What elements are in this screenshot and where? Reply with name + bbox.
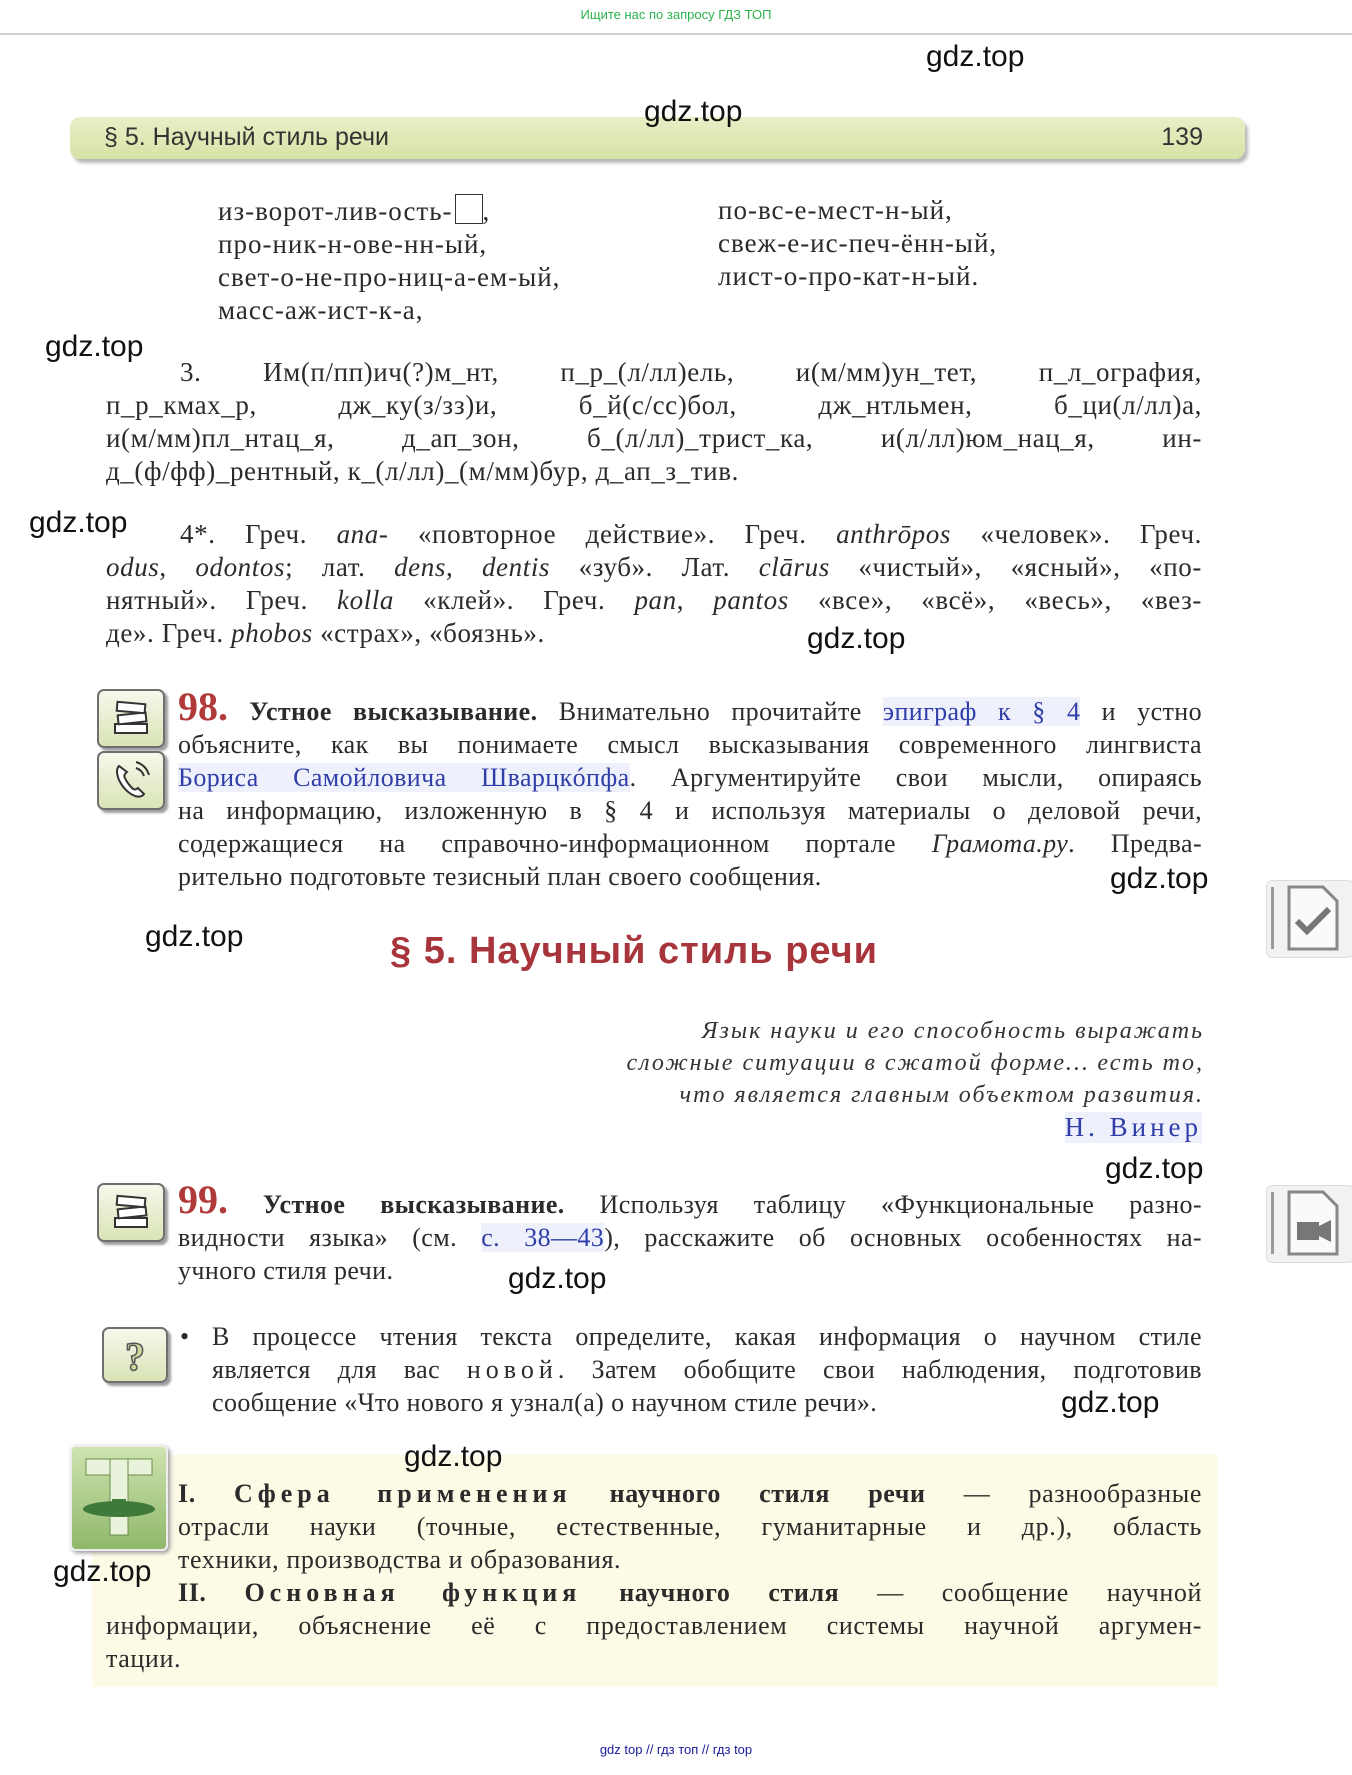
exercise-98 bbox=[178, 684, 1203, 893]
question-block bbox=[178, 1320, 1202, 1419]
pages-link[interactable]: с. 38—43 bbox=[481, 1223, 605, 1252]
word-item: из-ворот-лив-ость- , bbox=[218, 196, 491, 226]
task-4-line: нятный». Греч. kolla «клей». Греч. pan, pantos «все», «всё», «весь», «вез- bbox=[106, 585, 1202, 615]
watermark: gdz.top bbox=[807, 622, 906, 655]
svg-text:?: ? bbox=[125, 1336, 145, 1376]
books-icon bbox=[97, 689, 165, 748]
question-icon bbox=[102, 1327, 168, 1383]
task-4-line: 4*. Греч. ana- «повторное действие». Греч. anthrōpos «человек». Греч. bbox=[180, 519, 1202, 549]
epigraph-line: сложные ситуации в сжатой форме… есть то, bbox=[626, 1050, 1204, 1076]
theory-line: II. Основная функция научного стиля — сообщение научной bbox=[178, 1578, 1202, 1607]
banner-text: Ищите нас по запросу ГДЗ ТОП bbox=[580, 7, 772, 22]
exercise-98-line: 98. Устное высказывание. Внимательно прочитайте эпиграф к § 4 и устно bbox=[178, 684, 1203, 729]
word-item: свет-о-не-про-ниц-а-ем-ый, bbox=[218, 262, 561, 292]
watermark: gdz.top bbox=[53, 1555, 152, 1588]
watermark: gdz.top bbox=[644, 95, 743, 128]
footer-text: gdz top // гдз топ // гдз top bbox=[599, 1742, 753, 1757]
question-line: является для вас новой. Затем обобщите свои наблюдения, подготовив bbox=[212, 1355, 1202, 1384]
watermark: gdz.top bbox=[29, 506, 128, 539]
author-link[interactable]: Бориса Самойловича Шварцкóпфа bbox=[178, 763, 630, 792]
section-title: § 5. Научный стиль речи bbox=[390, 930, 879, 972]
watermark: gdz.top bbox=[1105, 1152, 1204, 1185]
word-item: лист-о-про-кат-н-ый. bbox=[718, 261, 980, 291]
watermark: gdz.top bbox=[1110, 862, 1209, 895]
exercise-98-line: объясните, как вы понимаете смысл высказывания современного лингвиста bbox=[178, 730, 1202, 759]
theory-line: техники, производства и образования. bbox=[178, 1545, 622, 1574]
theory-line: информации, объяснение её с предоставлением системы научной аргумен- bbox=[106, 1611, 1202, 1640]
bullet: • bbox=[180, 1322, 190, 1351]
word-item: масс-аж-ист-к-а, bbox=[218, 295, 424, 325]
watermark: gdz.top bbox=[508, 1262, 607, 1295]
exercise-99-line: 99. Устное высказывание. Используя таблицу «Функциональные разно- bbox=[178, 1177, 1202, 1222]
exercise-number: 98. bbox=[178, 684, 228, 729]
question-line: сообщение «Что нового я узнал(а) о научном стиле речи». bbox=[212, 1388, 878, 1417]
task-4 bbox=[106, 518, 1202, 650]
epigraph bbox=[524, 1015, 1204, 1111]
task-3-line: и(м/мм)пл_нтац_я, д_ап_зон, б_(л/лл)_трист_ка, и(л/лл)юм_нац_я, ин- bbox=[106, 423, 1202, 453]
theory-text bbox=[106, 1477, 1202, 1675]
exercise-99-line: учного стиля речи. bbox=[178, 1256, 394, 1285]
word-item: про-ник-н-ове-нн-ый, bbox=[218, 229, 488, 259]
question-line: В процессе чтения текста определите, какая информация о научном стиле bbox=[212, 1322, 1202, 1351]
epigraph-line: Язык науки и его способность выражать bbox=[701, 1018, 1204, 1044]
task-check-icon[interactable] bbox=[1266, 880, 1352, 958]
header-title: § 5. Научный стиль речи bbox=[104, 123, 389, 151]
footer bbox=[0, 1742, 1352, 1757]
phone-icon bbox=[97, 751, 165, 810]
empty-box bbox=[455, 194, 483, 224]
word-list-right bbox=[718, 194, 997, 293]
books-icon bbox=[97, 1183, 165, 1242]
watermark: gdz.top bbox=[404, 1440, 503, 1473]
task-3-line: п_р_кмах_р, дж_ку(з/зз)и, б_й(с/сс)бол, дж_нтльмен, б_ци(л/лл)а, bbox=[106, 390, 1202, 420]
watermark: gdz.top bbox=[45, 330, 144, 363]
epigraph-link[interactable]: эпиграф к § 4 bbox=[882, 697, 1081, 726]
exercise-98-line: рительно подготовьте тезисный план своего сообщения. bbox=[178, 862, 822, 891]
watermark: gdz.top bbox=[145, 920, 244, 953]
word-item: по-вс-е-мест-н-ый, bbox=[718, 195, 953, 225]
exercise-label: Устное высказывание. bbox=[249, 697, 538, 726]
task-3-line: 3. Им(п/пп)ич(?)м_нт, п_р_(л/лл)ель, и(м/мм)ун_тет, п_л_ография, bbox=[180, 357, 1202, 387]
theory-line: I. Сфера применения научного стиля речи — разнообразные bbox=[178, 1479, 1203, 1508]
exercise-number: 99. bbox=[178, 1177, 228, 1222]
exercise-label: Устное высказывание. bbox=[262, 1190, 565, 1219]
exercise-98-line: содержащиеся на справочно-информационном портале Грамота.ру. Предва- bbox=[178, 829, 1202, 858]
task-3-line: д_(ф/фф)_рентный, к_(л/лл)_(м/мм)бур, д_ап_з_тив. bbox=[106, 456, 739, 486]
task-4-line: odus, odontos; лат. dens, dentis «зуб». Лат. clārus «чистый», «ясный», «по- bbox=[106, 552, 1202, 582]
exercise-98-line: Бориса Самойловича Шварцкóпфа. Аргументируйте свои мысли, опираясь bbox=[178, 763, 1203, 792]
watermark: gdz.top bbox=[1061, 1386, 1160, 1419]
page-number: 139 bbox=[1161, 123, 1203, 151]
exercise-99-line: видности языка» (см. с. 38—43), расскажите об основных особенностях на- bbox=[178, 1223, 1202, 1252]
theory-line: тации. bbox=[106, 1644, 182, 1673]
top-banner bbox=[0, 0, 1352, 33]
watermark: gdz.top bbox=[926, 40, 1025, 73]
epigraph-author[interactable]: Н. Винер bbox=[1064, 1112, 1202, 1142]
word-item: свеж-е-ис-печ-ённ-ый, bbox=[718, 228, 998, 258]
epigraph-line: что является главным объектом развития. bbox=[679, 1082, 1204, 1108]
word-list-left bbox=[218, 194, 560, 327]
top-divider bbox=[0, 33, 1352, 35]
task-3 bbox=[106, 356, 1202, 488]
task-4-line: де». Греч. phobos «страх», «боязнь». bbox=[106, 618, 545, 648]
exercise-99 bbox=[178, 1177, 1202, 1287]
exercise-98-line: на информацию, изложенную в § 4 и используя материалы о деловой речи, bbox=[178, 796, 1202, 825]
theory-line: отрасли науки (точные, естественные, гуманитарные и др.), область bbox=[178, 1512, 1202, 1541]
video-file-icon[interactable] bbox=[1266, 1185, 1352, 1263]
